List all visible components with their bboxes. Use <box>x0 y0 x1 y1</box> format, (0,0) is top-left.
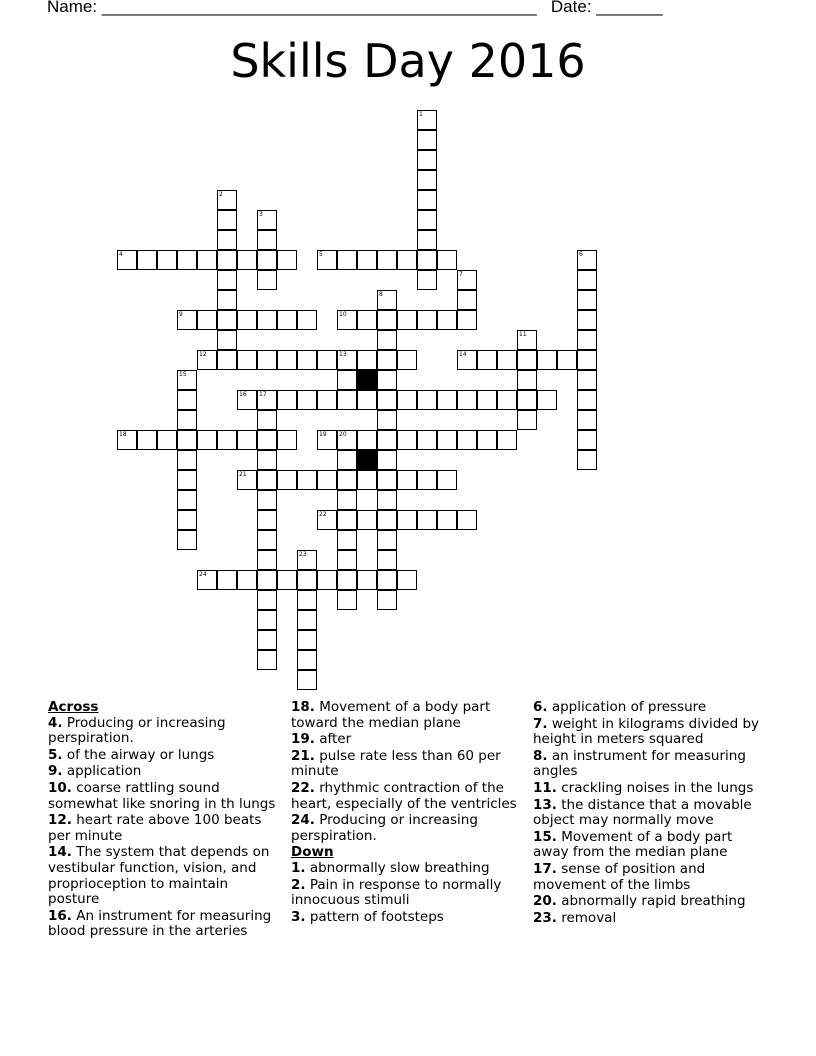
grid-cell[interactable] <box>377 550 397 570</box>
grid-cell[interactable] <box>337 370 357 390</box>
grid-cell[interactable] <box>537 350 557 370</box>
black-cell <box>357 450 377 470</box>
grid-cell[interactable] <box>437 390 457 410</box>
clue-number: 24 <box>199 571 207 578</box>
grid-cell[interactable] <box>497 430 517 450</box>
grid-cell[interactable] <box>217 350 237 370</box>
grid-cell[interactable] <box>577 350 597 370</box>
grid-cell[interactable] <box>137 430 157 450</box>
clue-item-number: 4. <box>48 714 63 731</box>
date-field-line[interactable]: _______ <box>596 0 663 16</box>
grid-cell[interactable] <box>517 410 537 430</box>
clue-item-text: the distance that a movable object may normally move <box>533 796 752 829</box>
grid-cell[interactable] <box>577 270 597 290</box>
grid-cell[interactable] <box>377 310 397 330</box>
grid-cell[interactable] <box>517 370 537 390</box>
clue-item-text: removal <box>561 909 617 926</box>
grid-cell[interactable] <box>297 650 317 670</box>
grid-cell[interactable] <box>257 650 277 670</box>
clue-item-number: 5. <box>48 746 63 763</box>
grid-cell[interactable] <box>337 550 357 570</box>
grid-cell[interactable] <box>397 350 417 370</box>
clue-item-number: 24. <box>291 812 315 829</box>
clue-item-number: 19. <box>291 731 315 748</box>
grid-cell[interactable] <box>277 310 297 330</box>
clue-number: 15 <box>179 371 187 378</box>
grid-cell[interactable] <box>217 210 237 230</box>
grid-cell[interactable] <box>417 190 437 210</box>
clue-item <box>533 862 768 893</box>
clue-column-1 <box>48 700 283 941</box>
grid-cell[interactable] <box>317 570 337 590</box>
grid-cell[interactable] <box>417 510 437 530</box>
grid-cell[interactable] <box>257 630 277 650</box>
clue-item <box>533 894 768 910</box>
grid-cell[interactable] <box>277 430 297 450</box>
grid-cell[interactable] <box>297 590 317 610</box>
clue-item-number: 18. <box>291 699 315 715</box>
grid-cell[interactable] <box>377 570 397 590</box>
grid-cell[interactable] <box>197 250 217 270</box>
grid-cell[interactable] <box>577 450 597 470</box>
clue-item-text: coarse rattling sound somewhat like snoring in th lungs <box>48 779 276 812</box>
grid-cell[interactable] <box>457 310 477 330</box>
grid-cell[interactable] <box>517 350 537 370</box>
clue-number: 21 <box>239 471 247 478</box>
grid-cell[interactable] <box>257 590 277 610</box>
grid-cell[interactable] <box>257 230 277 250</box>
clue-item-number: 2. <box>291 876 306 893</box>
clue-number: 19 <box>319 431 327 438</box>
grid-cell[interactable] <box>537 390 557 410</box>
grid-cell[interactable] <box>337 590 357 610</box>
grid-cell[interactable] <box>337 450 357 470</box>
black-cell <box>357 370 377 390</box>
clue-number: 18 <box>119 431 127 438</box>
clue-number: 16 <box>239 391 247 398</box>
grid-cell[interactable] <box>377 470 397 490</box>
date-label: Date: <box>550 0 592 16</box>
grid-cell[interactable] <box>137 250 157 270</box>
grid-cell[interactable] <box>437 310 457 330</box>
grid-cell[interactable] <box>377 330 397 350</box>
grid-cell[interactable] <box>357 470 377 490</box>
grid-cell[interactable] <box>377 530 397 550</box>
clue-item-text: The system that depends on vestibular function, vision, and proprioception to maintain posture <box>48 844 270 908</box>
clue-number: 11 <box>519 331 527 338</box>
clue-item-text: application of pressure <box>551 699 707 715</box>
clue-item-text: abnormally slow breathing <box>309 859 490 876</box>
grid-cell[interactable] <box>257 510 277 530</box>
grid-cell[interactable] <box>397 390 417 410</box>
grid-cell[interactable] <box>197 430 217 450</box>
grid-cell[interactable] <box>257 470 277 490</box>
grid-cell[interactable] <box>257 570 277 590</box>
clue-item-text: of the airway or lungs <box>66 746 215 763</box>
clue-item <box>291 700 526 731</box>
grid-cell[interactable] <box>557 350 577 370</box>
clue-column-3 <box>533 700 768 927</box>
clue-item <box>48 813 283 844</box>
grid-cell[interactable] <box>257 310 277 330</box>
grid-cell[interactable] <box>297 350 317 370</box>
grid-cell[interactable] <box>297 570 317 590</box>
clue-item <box>48 716 283 747</box>
grid-cell[interactable] <box>317 350 337 370</box>
clue-item-text: an instrument for measuring angles <box>533 747 746 780</box>
grid-cell[interactable] <box>217 250 237 270</box>
grid-cell[interactable] <box>337 510 357 530</box>
grid-cell[interactable] <box>297 390 317 410</box>
grid-cell[interactable] <box>577 430 597 450</box>
grid-cell[interactable] <box>337 250 357 270</box>
clue-item-text: pattern of footsteps <box>309 908 444 925</box>
grid-cell[interactable] <box>337 570 357 590</box>
grid-cell[interactable] <box>357 350 377 370</box>
grid-cell[interactable] <box>237 570 257 590</box>
grid-cell[interactable] <box>277 390 297 410</box>
grid-cell[interactable] <box>377 370 397 390</box>
clue-item-number: 15. <box>533 828 557 845</box>
clue-number: 23 <box>299 551 307 558</box>
grid-cell[interactable] <box>577 410 597 430</box>
clue-item <box>533 749 768 780</box>
clue-item <box>48 909 283 940</box>
grid-cell[interactable] <box>217 270 237 290</box>
grid-cell[interactable] <box>577 370 597 390</box>
grid-cell[interactable] <box>217 330 237 350</box>
grid-cell[interactable] <box>577 330 597 350</box>
grid-cell[interactable] <box>317 390 337 410</box>
grid-cell[interactable] <box>277 470 297 490</box>
grid-cell[interactable] <box>477 430 497 450</box>
grid-cell[interactable] <box>357 570 377 590</box>
name-field-line[interactable]: ______________________________________________ <box>101 0 537 16</box>
grid-cell[interactable] <box>357 250 377 270</box>
clue-item-number: 3. <box>291 908 306 925</box>
grid-cell[interactable] <box>217 310 237 330</box>
grid-cell[interactable] <box>177 250 197 270</box>
clue-number: 8 <box>379 291 383 298</box>
grid-cell[interactable] <box>257 270 277 290</box>
grid-cell[interactable] <box>237 430 257 450</box>
grid-cell[interactable] <box>337 390 357 410</box>
clue-item <box>291 749 526 780</box>
grid-cell[interactable] <box>357 510 377 530</box>
clue-item-number: 1. <box>291 859 306 876</box>
grid-cell[interactable] <box>157 250 177 270</box>
grid-cell[interactable] <box>517 390 537 410</box>
clue-item <box>291 781 526 812</box>
clue-number: 7 <box>459 271 463 278</box>
grid-cell[interactable] <box>297 630 317 650</box>
clue-number: 2 <box>219 191 223 198</box>
clue-item-text: pulse rate less than 60 per minute <box>291 747 501 780</box>
grid-cell[interactable] <box>177 410 197 430</box>
clue-item-number: 21. <box>291 747 315 764</box>
grid-cell[interactable] <box>297 470 317 490</box>
clue-item-text: Producing or increasing perspiration. <box>291 812 478 844</box>
page-title: Skills Day 2016 <box>230 34 586 88</box>
grid-cell[interactable] <box>177 530 197 550</box>
clue-item-text: sense of position and movement of the limbs <box>533 860 706 893</box>
clue-item <box>48 764 283 780</box>
grid-cell[interactable] <box>417 210 437 230</box>
grid-cell[interactable] <box>457 390 477 410</box>
clue-item <box>291 878 526 909</box>
clue-item <box>291 813 526 844</box>
grid-cell[interactable] <box>497 390 517 410</box>
grid-cell[interactable] <box>177 430 197 450</box>
grid-cell[interactable] <box>357 310 377 330</box>
grid-cell[interactable] <box>177 510 197 530</box>
grid-cell[interactable] <box>377 590 397 610</box>
grid-cell[interactable] <box>377 410 397 430</box>
clue-number: 3 <box>259 211 263 218</box>
grid-cell[interactable] <box>477 350 497 370</box>
grid-cell[interactable] <box>257 410 277 430</box>
clue-item-text: rhythmic contraction of the heart, especially of the ventricles <box>291 779 517 812</box>
clue-number: 13 <box>339 351 347 358</box>
clue-item <box>533 781 768 797</box>
clue-item <box>48 748 283 764</box>
clue-item-number: 8. <box>533 747 548 764</box>
grid-cell[interactable] <box>377 390 397 410</box>
name-label: Name: <box>47 0 98 16</box>
clue-item-text: crackling noises in the lungs <box>561 779 754 796</box>
grid-cell[interactable] <box>457 290 477 310</box>
grid-cell[interactable] <box>417 470 437 490</box>
grid-cell[interactable] <box>437 470 457 490</box>
grid-cell[interactable] <box>377 350 397 370</box>
grid-cell[interactable] <box>297 670 317 690</box>
grid-cell[interactable] <box>377 490 397 510</box>
clue-item <box>533 700 768 716</box>
grid-cell[interactable] <box>577 310 597 330</box>
grid-cell[interactable] <box>577 390 597 410</box>
clue-item <box>291 910 526 926</box>
grid-cell[interactable] <box>477 390 497 410</box>
clue-item-number: 10. <box>48 779 72 796</box>
clue-item-text: after <box>319 731 352 748</box>
grid-cell[interactable] <box>257 250 277 270</box>
grid-cell[interactable] <box>217 230 237 250</box>
grid-cell[interactable] <box>297 610 317 630</box>
clue-number: 20 <box>339 431 347 438</box>
clue-item-text: heart rate above 100 beats per minute <box>48 812 262 844</box>
grid-cell[interactable] <box>277 570 297 590</box>
grid-cell[interactable] <box>377 250 397 270</box>
clue-item-number: 17. <box>533 860 557 877</box>
clue-number: 4 <box>119 251 123 258</box>
clue-column-2 <box>291 700 526 926</box>
clue-item <box>48 781 283 812</box>
grid-cell[interactable] <box>417 390 437 410</box>
grid-cell[interactable] <box>337 470 357 490</box>
grid-cell[interactable] <box>177 450 197 470</box>
grid-cell[interactable] <box>217 570 237 590</box>
grid-cell[interactable] <box>257 450 277 470</box>
grid-cell[interactable] <box>157 430 177 450</box>
grid-cell[interactable] <box>397 470 417 490</box>
clue-number: 9 <box>179 311 183 318</box>
grid-cell[interactable] <box>457 430 477 450</box>
grid-cell[interactable] <box>417 430 437 450</box>
grid-cell[interactable] <box>337 530 357 550</box>
grid-cell[interactable] <box>277 350 297 370</box>
grid-cell[interactable] <box>257 530 277 550</box>
grid-cell[interactable] <box>257 350 277 370</box>
grid-cell[interactable] <box>197 310 217 330</box>
grid-cell[interactable] <box>417 170 437 190</box>
grid-cell[interactable] <box>417 130 437 150</box>
grid-cell[interactable] <box>237 350 257 370</box>
clue-item <box>533 830 768 861</box>
grid-cell[interactable] <box>397 310 417 330</box>
clue-number: 14 <box>459 351 467 358</box>
grid-cell[interactable] <box>577 290 597 310</box>
clue-number: 10 <box>339 311 347 318</box>
grid-cell[interactable] <box>417 310 437 330</box>
grid-cell[interactable] <box>417 150 437 170</box>
clue-item-number: 12. <box>48 812 72 829</box>
grid-cell[interactable] <box>397 430 417 450</box>
clue-item-number: 7. <box>533 715 548 732</box>
clue-number: 1 <box>419 111 423 118</box>
grid-cell[interactable] <box>437 430 457 450</box>
clue-number: 22 <box>319 511 327 518</box>
grid-cell[interactable] <box>337 490 357 510</box>
clue-item-text: abnormally rapid breathing <box>561 893 746 910</box>
clue-section-heading: Across <box>48 699 99 715</box>
grid-cell[interactable] <box>257 610 277 630</box>
clue-number: 17 <box>259 391 267 398</box>
clue-number: 12 <box>199 351 207 358</box>
clue-item-number: 16. <box>48 907 72 924</box>
grid-cell[interactable] <box>177 470 197 490</box>
grid-cell[interactable] <box>357 430 377 450</box>
clue-item-number: 13. <box>533 796 557 813</box>
clue-item <box>291 732 526 748</box>
grid-cell[interactable] <box>377 430 397 450</box>
clue-item-number: 23. <box>533 909 557 926</box>
grid-cell[interactable] <box>177 390 197 410</box>
grid-cell[interactable] <box>397 250 417 270</box>
grid-cell[interactable] <box>257 430 277 450</box>
clue-item-text: Producing or increasing perspiration. <box>48 714 226 747</box>
clue-item-text: application <box>66 763 142 780</box>
grid-cell[interactable] <box>457 510 477 530</box>
clue-number: 5 <box>319 251 323 258</box>
grid-cell[interactable] <box>377 450 397 470</box>
clue-item-text: Movement of a body part away from the median plane <box>533 828 733 861</box>
grid-cell[interactable] <box>437 250 457 270</box>
clue-item-text: An instrument for measuring blood pressure in the arteries <box>48 907 272 940</box>
clue-item-text: weight in kilograms divided by height in meters squared <box>533 715 760 748</box>
clue-item <box>533 717 768 748</box>
clue-item-number: 20. <box>533 893 557 910</box>
clue-item-number: 14. <box>48 844 72 861</box>
grid-cell[interactable] <box>257 550 277 570</box>
grid-cell[interactable] <box>237 310 257 330</box>
clue-item <box>533 911 768 927</box>
grid-cell[interactable] <box>217 430 237 450</box>
grid-cell[interactable] <box>257 490 277 510</box>
clue-item-number: 22. <box>291 779 315 796</box>
clue-item-number: 11. <box>533 779 557 796</box>
clue-item-number: 9. <box>48 763 63 780</box>
grid-cell[interactable] <box>357 390 377 410</box>
clue-number: 6 <box>579 251 583 258</box>
grid-cell[interactable] <box>217 290 237 310</box>
clue-item <box>291 861 526 877</box>
grid-cell[interactable] <box>177 490 197 510</box>
clue-item <box>533 798 768 829</box>
grid-cell[interactable] <box>417 230 437 250</box>
grid-cell[interactable] <box>297 310 317 330</box>
grid-cell[interactable] <box>497 350 517 370</box>
grid-cell[interactable] <box>377 510 397 530</box>
clue-item-number: 6. <box>533 699 548 715</box>
grid-cell[interactable] <box>237 250 257 270</box>
clue-item-text: Movement of a body part toward the median plane <box>291 699 491 731</box>
clue-item-text: Pain in response to normally innocuous stimuli <box>291 876 502 909</box>
grid-cell[interactable] <box>417 270 437 290</box>
clue-section-heading: Down <box>291 844 334 861</box>
grid-cell[interactable] <box>397 570 417 590</box>
grid-cell[interactable] <box>277 250 297 270</box>
grid-cell[interactable] <box>397 510 417 530</box>
grid-cell[interactable] <box>317 470 337 490</box>
grid-cell[interactable] <box>437 510 457 530</box>
clue-item <box>48 845 283 907</box>
grid-cell[interactable] <box>417 250 437 270</box>
